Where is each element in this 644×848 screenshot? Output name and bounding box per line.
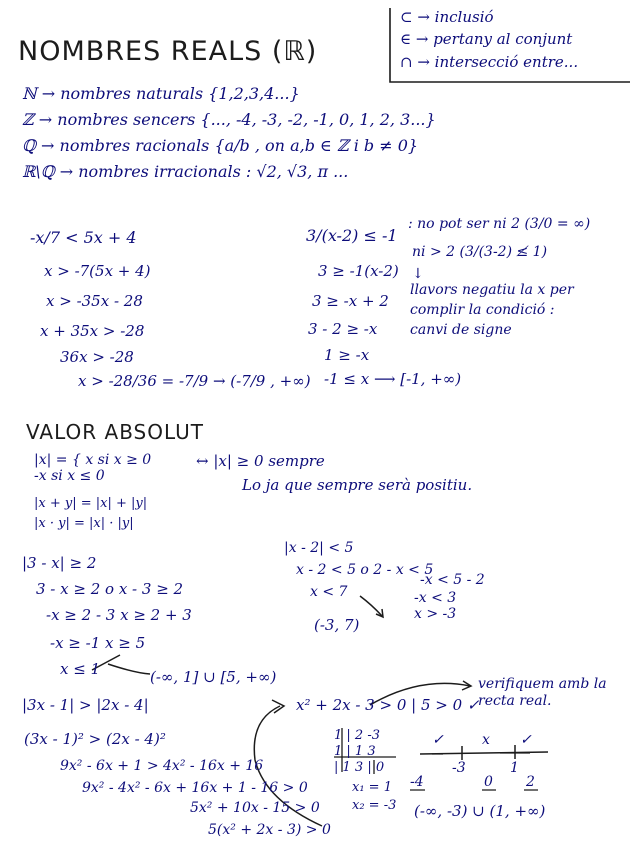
ex2-line: -x < 3 [414,590,457,606]
set-naturals: ℕ → nombres naturals {1,2,3,4...} [22,84,300,103]
ineq2-note: canvi de signe [410,322,512,338]
ineq1-line: x > -35x - 28 [46,292,143,310]
root: x₂ = -3 [352,798,397,813]
ineq1-line: x + 35x > -28 [40,322,145,340]
legend-item-belongs: ∈ → pertany al conjunt [400,30,573,48]
ex1-line: -x ≥ -1 x ≥ 5 [50,634,146,652]
test-point: 0 [484,774,493,790]
ex1-line: |3 - x| ≥ 2 [22,554,97,572]
ineq2-line: 3 - 2 ≥ -x [308,320,378,338]
ineq2-line: -1 ≤ x ⟶ [-1, +∞) [324,370,462,388]
ex1-result: (-∞, 1] ∪ [5, +∞) [150,668,277,686]
abs-property: |x + y| = |x| + |y| [34,496,148,511]
abs-note: Lo ja que sempre serà positiu. [242,476,473,494]
tick-label: 1 [510,760,519,776]
ruffini-row: 1 | 2 -3 [334,728,380,743]
abs-definition: |x| = { x si x ≥ 0 [34,452,152,468]
ex3-line: 9x² - 4x² - 6x + 16x + 1 - 16 > 0 [82,780,308,796]
ex3-verify-note: verifiquem amb la recta real. [478,676,607,709]
ex1-line: -x ≥ 2 - 3 x ≥ 2 + 3 [46,606,192,624]
sign-mark: x [482,732,490,748]
ex3-line: (3x - 1)² > (2x - 4)² [24,730,166,748]
ineq2-note: : no pot ser ni 2 (3/0 = ∞) [408,216,591,232]
sign-mark: ✓ [432,732,444,748]
ineq2-note: llavors negatiu la x per [410,282,574,298]
ineq2-line: 3 ≥ -1(x-2) [318,262,399,280]
ineq2-note: complir la condició : [410,302,555,318]
ex2-line: x < 7 [310,584,348,600]
ex2-arrow [360,596,382,616]
ineq1-line: x > -28/36 = -7/9 → (-7/9 , +∞) [78,372,311,390]
ineq2-line: 3 ≥ -x + 2 [312,292,389,310]
ineq2-line: 1 ≥ -x [324,346,370,364]
ineq2-line: 3/(x-2) ≤ -1 [306,226,398,245]
ineq2-note: ni > 2 (3/(3-2) ≰ 1) [412,244,548,260]
ineq2-note: ↓ [412,266,424,282]
ex2-result: (-3, 7) [314,616,360,634]
test-point: 2 [526,774,535,790]
ex3-line: 9x² - 6x + 1 > 4x² - 16x + 16 [60,758,264,774]
root: x₁ = 1 [352,780,392,795]
ineq1-line: x > -7(5x + 4) [44,262,151,280]
abs-note: ↔ |x| ≥ 0 sempre [196,452,325,470]
ex1-line: 3 - x ≥ 2 o x - 3 ≥ 2 [36,580,184,598]
abs-property: |x · y| = |x| · |y| [34,516,134,531]
ineq1-line: 36x > -28 [60,348,134,366]
ex2-line: |x - 2| < 5 [284,540,354,556]
set-rationals: ℚ → nombres racionals {a/b , on a,b ∈ ℤ i b ≠ 0} [22,136,419,155]
ex3-line: 5x² + 10x - 15 > 0 [190,800,320,816]
section-heading: VALOR ABSOLUT [26,420,204,444]
abs-definition: -x si x ≤ 0 [34,468,105,484]
ex1-line: x ≤ 1 [60,660,101,678]
legend-item-inclusion: ⊂ → inclusió [400,8,494,26]
ex2-line: x - 2 < 5 o 2 - x < 5 [296,562,434,578]
set-irrationals: ℝ\ℚ → nombres irracionals : √2, √3, π ... [22,162,349,181]
ex2-line: -x < 5 - 2 [420,572,485,588]
ex3-line: |3x - 1| > |2x - 4| [22,696,149,714]
ex3-result: (-∞, -3) ∪ (1, +∞) [414,802,546,820]
ex3-line: 5(x² + 2x - 3) > 0 [208,822,331,838]
legend-item-intersection: ∩ → intersecció entre... [400,53,579,71]
ex1-arrow [92,655,150,674]
sign-mark: ✓ [520,732,532,748]
ruffini-row: 1 | 1 3 [334,744,376,759]
ex2-line: x > -3 [414,606,457,622]
ruffini-row: | 1 3 | 0 [334,760,385,775]
tick-label: -3 [452,760,466,776]
set-integers: ℤ → nombres sencers {..., -4, -3, -2, -1, 0, 1, 2, 3...} [22,110,436,129]
ineq1-line: -x/7 < 5x + 4 [30,228,137,247]
page-title: NOMBRES REALS (ℝ) [18,36,318,67]
test-point: -4 [410,774,424,790]
ex3-main-inequality: x² + 2x - 3 > 0 | 5 > 0 ✓ [296,696,480,714]
